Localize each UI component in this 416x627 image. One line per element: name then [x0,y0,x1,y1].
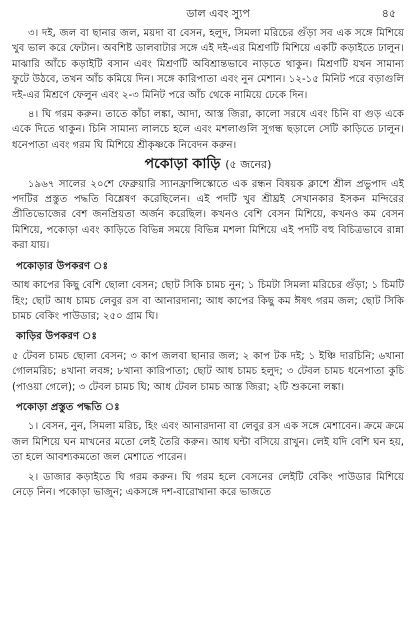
recipe-serves: (৫ জনের) [225,158,272,172]
recipe-intro: ১৯৬৭ সালের ২০শে ফেব্রুয়ারি স্যানফ্রান্সিস্কোতে এক রন্ধন বিষয়ক ক্লাশে শ্রীল প্রভুপাদ এই পদটির প্রস্তুত পদ্ধতি বিশ্লেষণ করেছিলেন। এই পদটি খুব শ্রীঘ্রই সেখানকার ইসকন মন্দিরের প্রীতিভোজের বেশ জনপ্রিয়তা অর্জন করেছিল। কখনও বেশি বেসন মিশিয়ে, কখনও কম বেসন মিশিয়ে, পকোড়া এবং কাড়িতে বিভিন্ন সময়ে বিভিন্ন মশলা মিশিয়ে এই পদটি বহু বিচিত্রভাবে রান্না করা যায়। [12,178,404,252]
step-4-paragraph: ৪। ঘি গরম করুন। তাতে কাঁচা লঙ্কা, আদা, আস্ত জিরা, কালো সরষে এবং চিনি বা গুড় একে একে দিতে থাকুন। চিনি সামান্য লালচে হলে এবং মশলাগুলি সুগন্ধ ছড়ালে সেটি কাড়িতে ঢালুন। ধনেপাতা এবং গরম ঘি মিশিয়ে শ্রীকৃষ্ণকে নিবেদন করুন। [12,109,404,151]
method-step-2: ২। ডাজার কড়াইতে ঘি গরম করুন। ঘি গরম হলে বেসনের লেইটি বেকিং পাউডার মিশিয়ে নেড়ে নিন। পকোড়া ভাজুন; একসঙ্গে দশ-বারোখানা করে ভাজতে [12,471,404,498]
chapter-title: ডাল এবং স্যুপ [186,7,250,20]
recipe-title [12,157,404,172]
kari-ingredients-heading: কাড়ির উপকরণ ঃ [16,331,97,343]
method-step-1: ১। বেসন, নুন, সিমলা মরিচ, হিং এবং আনারদানা বা লেবুর রস এক সঙ্গে মেশাবেন। ক্রমে ক্রমে জল মিশিয়ে ঘন মাখনের মতো লেই তৈরি করুন। আধ ঘন্টা বসিয়ে রাখুন। লেই যদি বেশি ঘন হয়, তা হলে আবশ্যকমতো জল মেশাতে পারেন। [12,421,404,464]
pakora-ingredients: আধ কাপের কিছু বেশি ছোলা বেসন; ছোট সিকি চামচ নুন; ১ চিমটা সিমলা মরিচের গুঁড়া; ১ চিমটি হিং; ছোট আধ চামচ লেবুর রস বা আনারদানা; আধ কাপের কিছু কম ঈষৎ গরম জল; ছোট সিকি চামচ বেকিং পাউডার; ২৫০ গ্রাম ঘি। [12,280,404,322]
page-number: ৪৫ [381,7,396,20]
kari-ingredients: ৫ টেবল চামচ ছোলা বেসন; ৩ কাপ জলবা ছানার জল; ২ কাপ টক দই; ১ ইঞ্চি দারচিনি; ৬খানা গোলমরিচ; ৪খানা লবঙ্গ; ৮খানা কারিপাতা; ছোট আধ চামচ হলুদ; ৩ টেবল চামচ ধনেপাতা কুচি (পাওয়া গেলে); ৩ টেবল চামচ ঘি; আধ টেবল চামচ আস্ত জিরা; ২টি শুকনো লঙ্কা। [12,350,404,393]
step-3-paragraph: ৩। দই, জল বা ছানার জল, ময়দা বা বেসন, হলুদ, সিমলা মরিচের গুঁড়া সব এক সঙ্গে মিশিয়ে খুব ভাল করে ফেটান। অবশিষ্ট ডালবাটার সঙ্গে এই দই-এর মিশ্রণটি মিশিয়ে একটি কড়াইতে ঢালুন। মাঝারি আঁচে কড়াইটি বসান এবং মিশ্রণটি অবিশ্রান্তভাবে নাড়তে থাকুন। মিশ্রণটি যখন সামান্য ফুটে উঠবে, তখন আঁচ কমিয়ে দিন। সঙ্গে কারিপাতা এবং নুন মেশান। ১২-১৫ মিনিট পরে বড়াগুলি দই-এর মিশ্রণে ফেলুন এবং ২-৩ মিনিট পরে আঁচ থেকে নামিয়ে ঢেকে দিন। [12,28,404,101]
recipe-name: পকোড়া কাড়ি [144,156,221,173]
pakora-ingredients-heading: পকোড়ার উপকরণ ঃ [16,260,109,272]
running-header [12,6,404,26]
method-heading: পকোড়া প্রস্তুত পদ্ধতি ঃ [16,401,120,413]
